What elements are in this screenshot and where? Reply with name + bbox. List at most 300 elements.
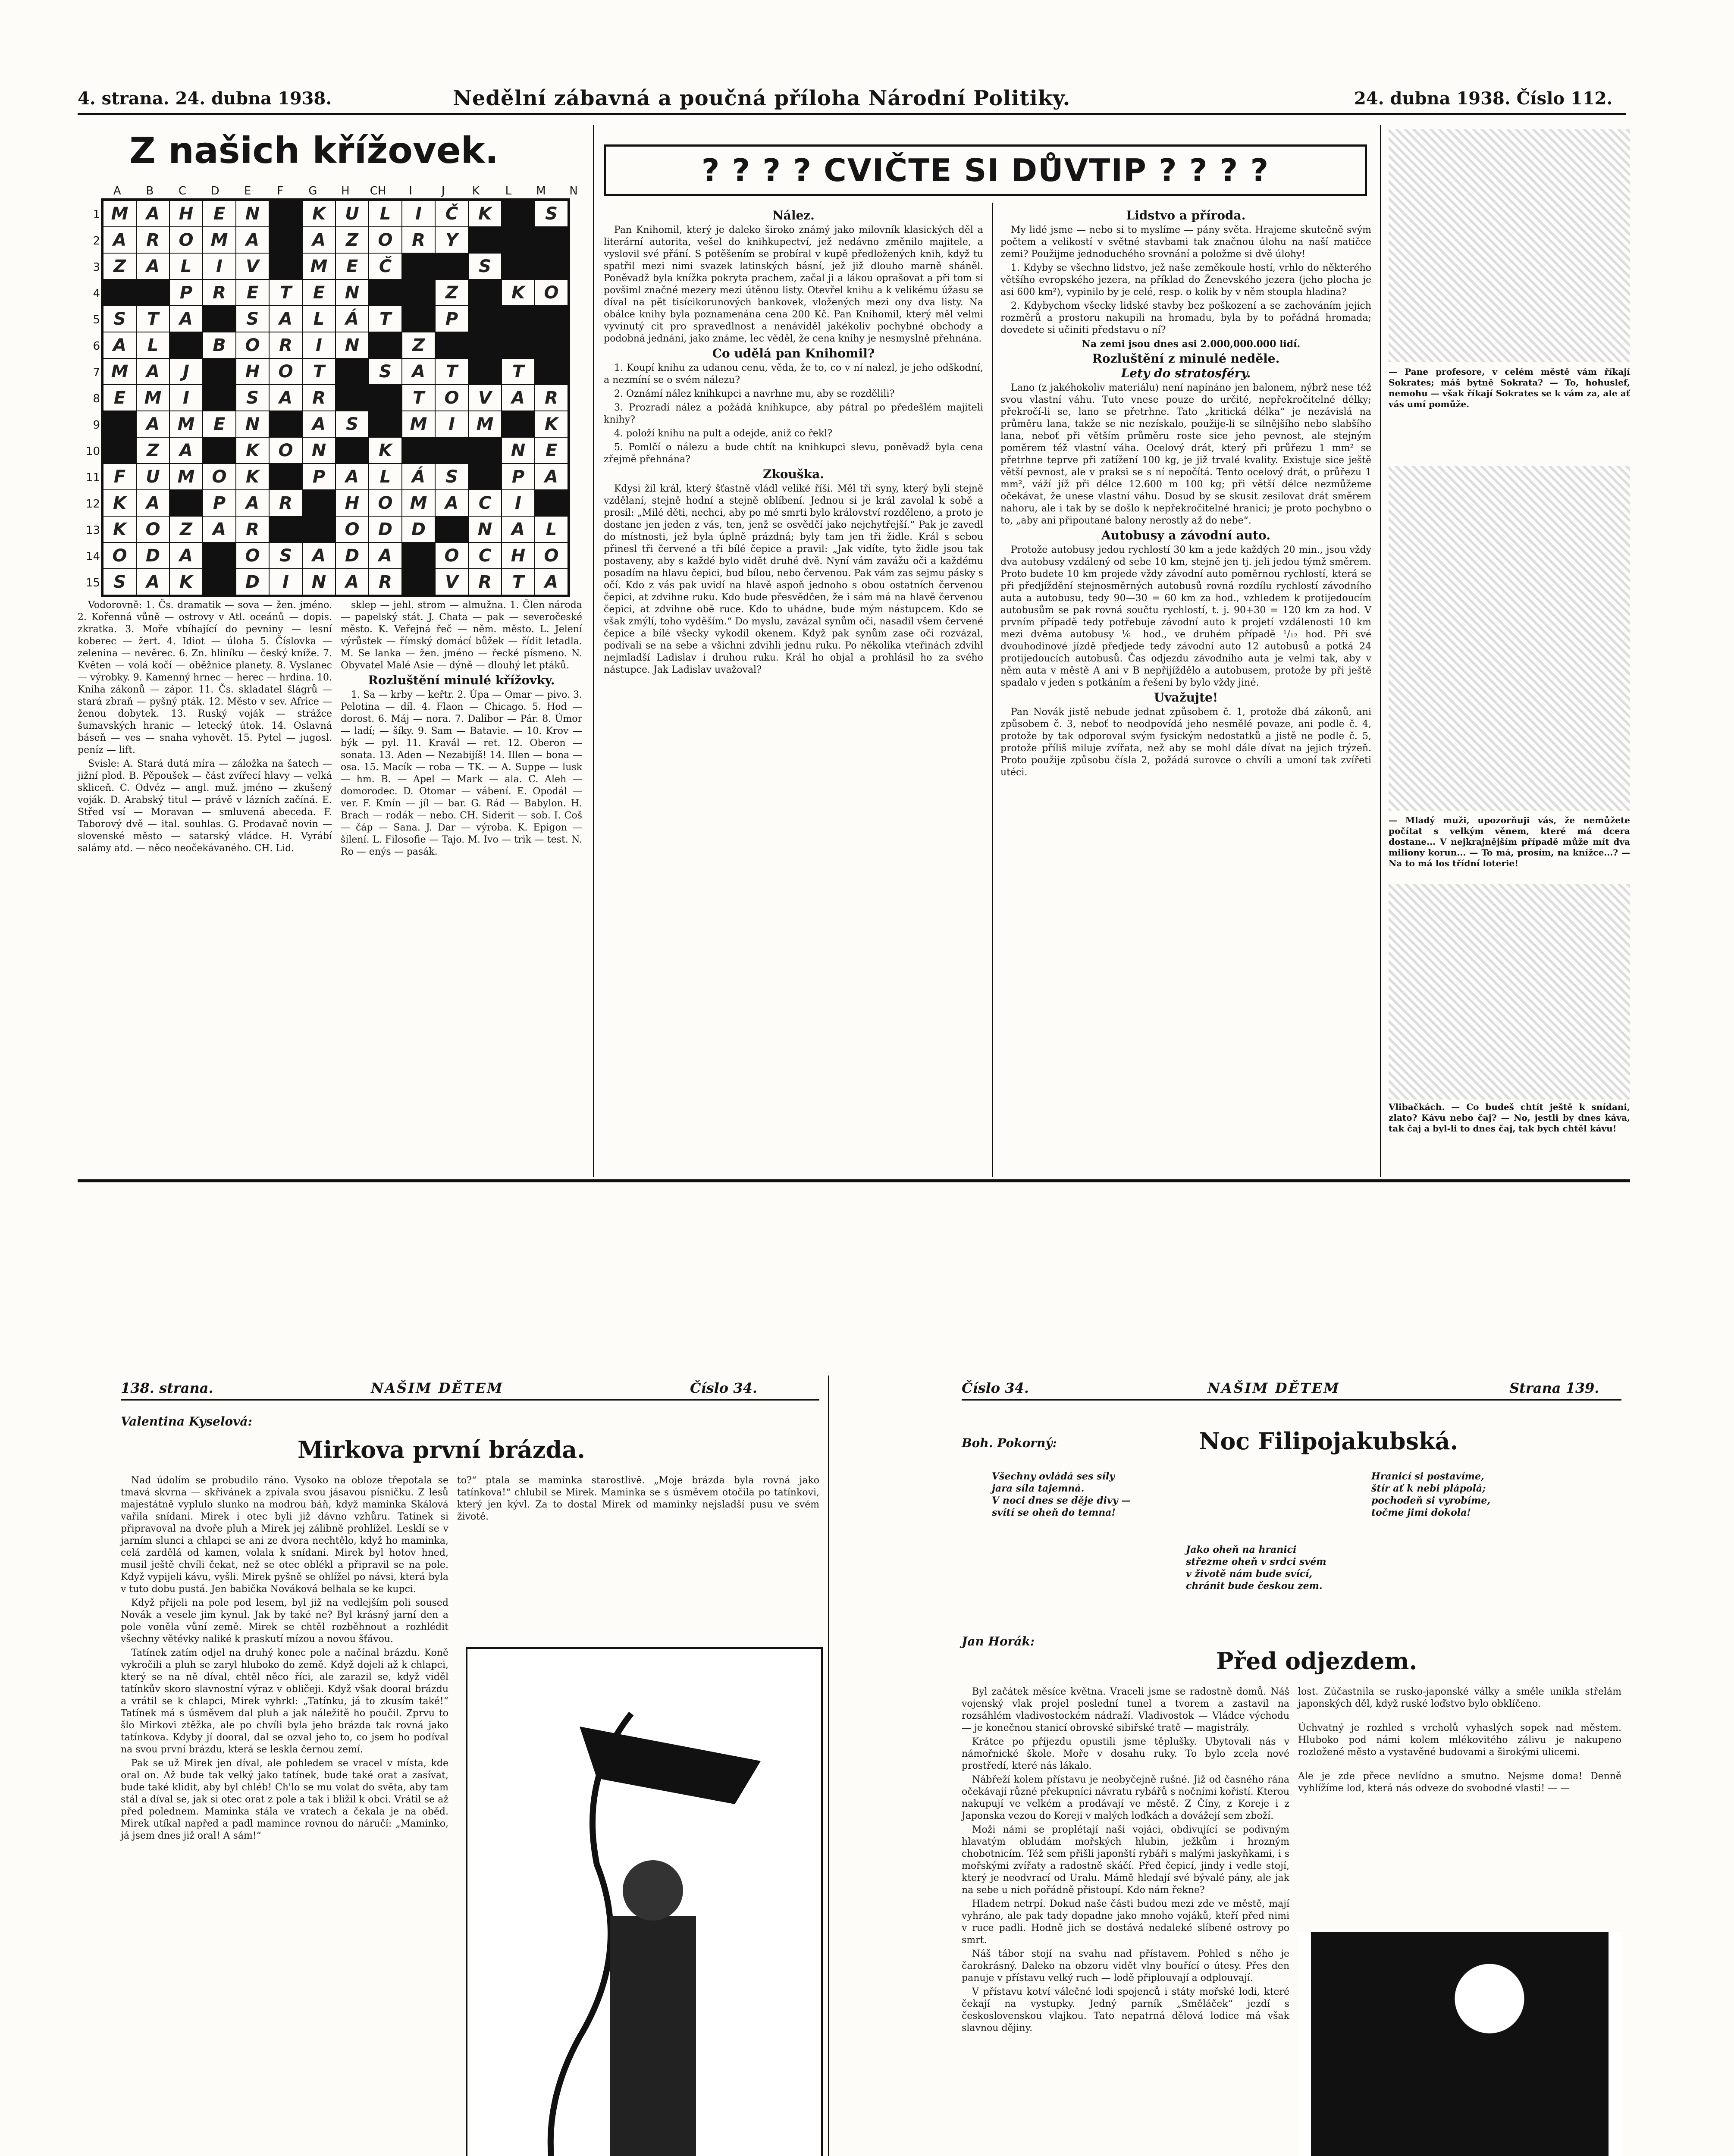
crossword-cell: A — [502, 385, 535, 411]
crossword-cell: N — [336, 279, 369, 306]
crossword-black-cell — [269, 201, 302, 227]
crossword-black-cell — [136, 279, 169, 306]
story-title: Před odjezdem. — [1216, 1647, 1417, 1675]
poem-title: Noc Filipojakubská. — [1199, 1427, 1458, 1455]
crossword-column-letter: I — [409, 185, 412, 197]
crossword-row — [103, 253, 568, 279]
crossword-cell: U — [336, 201, 369, 227]
crayfish-scene — [1311, 1932, 1609, 2156]
crossword-black-cell — [336, 437, 369, 464]
crossword-clues-vertical: Svisle: A. Stará dutá míra — záložka na šatech — jižní plod. B. Pěpoušek — část zvířecí hlavy — velká skliceň. C. Odvéz — angl. muž. jméno — zkušený voják. D. Arabský titul — právě v lázních začíná. E. Střed vsí — Moravan — smluvená abeceda. F. Taborový dvě — ital. souhlas. G. Prodavač novin — slovenské město — satarský vládce. H. Vyrábí salámy atd. — něco neočekávaného. CH. Lid. — [78, 758, 332, 854]
crossword-cell: M — [302, 253, 336, 279]
story-paragraph: Krátce po příjezdu opustili jsme těplušky. Ubytovali nás v námořnické škole. Moře v dosahu ruky. To bylo zcela nové prostředí, které nás lákalo. — [962, 1736, 1289, 1771]
crossword-black-cell — [269, 516, 302, 542]
crossword-cell: E — [203, 201, 236, 227]
lety-text: Lano (z jakéhokoliv materiálu) není napínáno jen balonem, nýbrž nese též svou vlastní váhu. Tuto vnese pouze do určité, nepřekročitelné délky; překročí-li se, lano se přetrhne. Tato „kritická délka“ je nezávislá na průměru lana, takže se nic nezískalo, použije-li se silnějšího nebo slabšího lana, neboť při větším průměru roste sice jeho pevnost, ale stejným poměrem též vlastní váha. Ocelový drát, který při průřezu 1 mm² se přetrhne teprve při zatížení 100 kg, je již trvalé kvality. Existuje sice ještě větší pevnost, ale v praksi se s ní nepočítá. Tento ocelový drát, o průřezu 1 mm², váží jíž při délce 12.600 m 100 kg; při větší délce nezmůžeme očekávat, že unese vlastní váhu. Dosud by se skusit zesilovat drát směrem nahoru, ale i tak by se došlo k nepřekročitelné hranici; je proto pochybno o to, „aby ani připoutané balony nerostly až do nebe“. — [1000, 382, 1371, 526]
crossword-cell: O — [203, 464, 236, 490]
cartoon-illustration-3 — [1389, 884, 1630, 1100]
crossword-row-number: 8 — [93, 392, 100, 405]
crossword-title: Z našich křížovek. — [129, 129, 499, 172]
crossword-solution-text: 1. Sa — krby — keřtr. 2. Úpa — Omar — pivo. 3. Pelotina — díl. 4. Flaon — Chicago. 5. Hod — dorost. 6. Máj — nora. 7. Dalibor — Pár. 8. Úmor — ladí; — šíky. 9. Sam — Batavie. — 10. Krov — býk — pyl. 11. Kravál — ret. 12. Oberon — sonata. 13. Aden — Nezabijíš! 14. Illen — bona — osa. 15. Macík — roba — TK. — A. Suppe — lusk — hm. B. — Apel — Mark — ala. C. Aleh — domorodec. D. Otomar — vábení. E. Opodál — ver. F. Kmín — jíl — bar. G. Rád — Babylon. H. Brach — rodák — nebo. CH. Siderit — sob. I. Coš — čáp — Sana. J. Dar — výroba. K. Epigon — šílení. L. Filosofie — Tajo. M. Ivo — trik — test. N. Ro — enýs — pasák. — [341, 689, 582, 857]
crossword-cell: B — [203, 332, 236, 358]
story-paragraph: Byl začátek měsíce května. Vraceli jsme se radostně domů. Náš vojenský vlak projel poslední tunel a tvorem a zastavil na rozsáhlém vladivostockém nádraží. Vladivostok — Vládce východu — je konečnou stanicí obrovské sibiřské tratě — magistrály. — [962, 1686, 1289, 1733]
crossword-row-number: 2 — [93, 235, 100, 248]
crossword-row — [103, 437, 568, 464]
crossword-cell: D — [336, 542, 369, 569]
crossword-black-cell — [502, 411, 535, 437]
crossword-column-letter: K — [472, 185, 480, 197]
crossword-black-cell — [269, 227, 302, 253]
crossword-cell: H — [336, 490, 369, 516]
crossword-cell: Č — [369, 253, 402, 279]
crossword-cell: N — [502, 437, 535, 464]
crossword-cell: R — [236, 516, 269, 542]
story-column-2: lost. Zúčastnila se rusko-japonské války a směle unikla střelám japonských děl, když ruské loďstvo bylo obklíčeno. Úchvatný je rozhled s vrcholů vyhaslých sopek nad městem. Hluboko pod námi kolem mlékovitého zálivu je nakupeno rozložené město a vystavěné budovami a širokými ulicemi. Ale je zde přece nevlídno a smutno. Nejsme doma! Denně vyhlížíme lod, která nás odveze do svobodné vlasti! — — — [1298, 1686, 1621, 1794]
crossword-cell: D — [369, 516, 402, 542]
crossword-black-cell — [502, 306, 535, 332]
crossword-black-cell — [535, 332, 568, 358]
crossword-row — [103, 306, 568, 332]
crossword-black-cell — [369, 279, 402, 306]
crossword-black-cell — [336, 385, 369, 411]
crossword-black-cell — [468, 358, 502, 385]
crossword-cell: O — [136, 516, 169, 542]
crossword-cell: O — [269, 358, 302, 385]
crossword-cell: A — [302, 542, 336, 569]
crossword-cell: T — [369, 306, 402, 332]
crossword-cell: N — [302, 437, 336, 464]
crossword-black-cell — [269, 464, 302, 490]
crossword-cell: Y — [435, 227, 468, 253]
crossword-cell: A — [203, 516, 236, 542]
crossword-row-number: 9 — [93, 419, 100, 432]
crossword-black-cell — [402, 306, 435, 332]
uvazujte-text: Pan Novák jistě nebude jednat způsobem č. 1, protože dbá zákonů, ani způsobem č. 3, neboť to neodpovídá jeho nesmělé povaze, ani podle č. 4, protože by tak odporoval svým fysickým nedostatků a jistě ne podle č. 5, protože příliš miluje zvířata, než aby se mohl dále dívat na jejich trýzeň. Proto použije způsobu čísla 2, požádá surovce o chvíli a umoní tak zvířeti utéci. — [1000, 707, 1371, 778]
crossword-black-cell — [302, 490, 336, 516]
crossword-cell: A — [103, 227, 136, 253]
crossword-cell: O — [103, 542, 136, 569]
crossword-cell: S — [103, 569, 136, 595]
crossword-row-number: 7 — [93, 366, 100, 379]
crossword-column-letter: M — [536, 185, 546, 197]
crossword-black-cell — [468, 464, 502, 490]
crossword-cell: S — [468, 253, 502, 279]
crossword-row — [103, 385, 568, 411]
crossword-solution-title: Rozluštění minulé křížovky. — [368, 673, 555, 687]
crossword-column-letter: N — [569, 185, 578, 197]
cvicte-banner — [604, 144, 1367, 196]
crossword-cell: I — [269, 569, 302, 595]
crossword-cell: L — [369, 201, 402, 227]
crossword-row-numbers — [85, 202, 100, 596]
crossword-cell: O — [369, 490, 402, 516]
crossword-cell: A — [136, 411, 169, 437]
crossword-cell: A — [402, 358, 435, 385]
crossword-cell: I — [169, 385, 203, 411]
crossword-cell: H — [236, 358, 269, 385]
crossword-cell: A — [136, 358, 169, 385]
crossword-cell: A — [136, 569, 169, 595]
crossword-cell: A — [535, 569, 568, 595]
crossword-black-cell — [502, 201, 535, 227]
left-story-title: Mirkova první brázda. — [298, 1436, 585, 1463]
crossword-cell: A — [336, 569, 369, 595]
co-item: 4. položí knihu na pult a odejde, aniž co řekl? — [614, 428, 833, 439]
poem-author: Boh. Pokorný: — [962, 1436, 1057, 1450]
crossword-cell: T — [136, 306, 169, 332]
story-paragraph: Moži námi se proplétají naši vojáci, obdivující se podivným hlavatým obludám mořských hlubin, ježkům i hrozným chobotnicím. Též sem přišli japonští rybáři s malými jaskyňkami, i s mořskými zvířaty a radostně skáčí. Před čepicí, jindy i vedle stojí, který je neodvrací od Uralu. Mámě hledají své bývalé pány, ale jak na sebe u nich pořádně přistoupí. Kdo nám řekne? — [962, 1824, 1289, 1896]
crossword-cell: O — [236, 542, 269, 569]
crossword-black-cell — [435, 516, 468, 542]
crossword-black-cell — [468, 227, 502, 253]
crossword-cell: A — [269, 385, 302, 411]
crossword-cell: I — [203, 253, 236, 279]
crossword-row — [103, 411, 568, 437]
left-story-continued: to?“ ptala se maminka starostlivě. „Moje brázda byla rovná jako tatínkova!“ chlubil se Mirek. Maminka se s úsměvem otočila po tatínkovi, který jen kývl. Za to dostal Mirek od maminky nejsladší pusu ve svém životě. — [457, 1475, 819, 1522]
zkouska-title: Zkouška. — [763, 467, 824, 481]
crossword-cell: A — [336, 464, 369, 490]
crossword-cell: E — [535, 437, 568, 464]
lidstvo-text: My lidé jsme — nebo si to myslíme — pány světa. Hrajeme skutečně svým počtem a velikostí v světné stavbami tak značnou úlohu na naší matičce zemi? Použijme jednoduchého srovnání a položme si dvě úlohy! — [1000, 225, 1371, 260]
crossword-cell: R — [468, 569, 502, 595]
crossword-cell: R — [203, 279, 236, 306]
crossword-row — [103, 227, 568, 253]
left-page-header-rule — [121, 1399, 819, 1401]
crossword-cell: O — [435, 385, 468, 411]
crossword-black-cell — [402, 437, 435, 464]
crossword-cell: L — [369, 464, 402, 490]
crossword-cell: Z — [402, 332, 435, 358]
crossword-row — [103, 201, 568, 227]
crossword-grid — [101, 198, 570, 597]
crossword-black-cell — [103, 411, 136, 437]
crossword-black-cell — [103, 437, 136, 464]
right-page-header-left: Číslo 34. — [962, 1380, 1029, 1396]
crossword-row-number: 6 — [93, 340, 100, 353]
crossword-cell: A — [136, 490, 169, 516]
crossword-cell: I — [502, 490, 535, 516]
crossword-cell: T — [435, 358, 468, 385]
crossword-black-cell — [369, 332, 402, 358]
crossword-cell: E — [236, 279, 269, 306]
story-column-1 — [962, 1686, 1289, 2036]
crossword-column-letter: B — [146, 185, 154, 197]
crossword-cell: S — [236, 306, 269, 332]
crossword-cell: L — [169, 253, 203, 279]
lidstvo-note: Na zemi jsou dnes asi 2.000,000.000 lidí. — [1082, 338, 1301, 350]
right-page-header-right: Strana 139. — [1509, 1380, 1599, 1396]
co-item: 5. Pomlčí o nálezu a bude chtít na knihkupci slevu, poněvadž byla cena zřejmě přehnána? — [604, 442, 983, 465]
crossword-clues-right — [341, 599, 582, 860]
cartoon-illustration-1 — [1389, 129, 1630, 362]
co-udela-title: Co udělá pan Knihomil? — [712, 346, 875, 360]
left-story-paragraph: Nad údolím se probudilo ráno. Vysoko na obloze třepotala se tmavá skvrna — skřivánek a zpívala svou jásavou písničku. Z lesů majestátně vyplulo slunko na modrou báň, když maminka Skálová vařila snídani. Mirek i otec byli již dávno vzhůru. Tatínek si připravoval na dvoře pluh a Mirek jej zálibně prohlížel. Lesklí se v jarním slunci a chlapci se ani ze dvora nechtělo, když ho maminka, celá zardělá od kamen, volala k snídani. Mirek byl hotov hned, musil ještě chvíli čekat, než se otec oblékl a připravil se na pole. Když vypijeli kávu, vyšli. Mirek pyšně se ohlížel po návsi, která byla v tuto dobu pustá. Jen babička Nováková belhala se ke kupci. — [121, 1475, 448, 1595]
crossword-cell: M — [468, 411, 502, 437]
cartoon-caption-1: — Pane profesore, v celém městě vám říkají Sokrates; máš bytně Sokrata? — To, hohuslef, nemohu — však říkají Sokrates se k vám za, ale ať vás umí pomůže. — [1389, 367, 1630, 409]
crossword-cell: O — [336, 516, 369, 542]
lety-title: Lety do stratosféry. — [1121, 366, 1251, 380]
crossword-cell: I — [402, 201, 435, 227]
crossword-cell: J — [169, 358, 203, 385]
crossword-cell: T — [502, 358, 535, 385]
crossword-row — [103, 542, 568, 569]
crossword-cell: K — [236, 437, 269, 464]
crossword-cell: N — [302, 569, 336, 595]
crossword-cell: A — [302, 227, 336, 253]
crossword-row-number: 10 — [85, 445, 100, 458]
crossword-cell: Á — [402, 464, 435, 490]
crossword-black-cell — [435, 332, 468, 358]
crossword-cell: S — [435, 464, 468, 490]
lidstvo-title: Lidstvo a příroda. — [1126, 208, 1246, 222]
crossword-cell: K — [169, 569, 203, 595]
crossword-cell: N — [468, 516, 502, 542]
crossword-clues-horizontal: Vodorovně: 1. Čs. dramatik — sova — žen. jméno. 2. Kořenná vůně — ostrovy v Atl. oceánů — dopis. zkratka. 3. Moře vbíhající do pevniny — lesní koberec — žert. 4. Idiot — úloha 5. Číslovka — zelenina — nevěrec. 6. Zn. hliníku — český kníže. 7. Květen — volá kočí — oběžnice planety. 8. Vyslanec — výrobky. 9. Kamenný hrnec — herec — hrdina. 10. Kniha zákonů — zápor. 11. Čs. skladatel šlágrů — stará zbraň — pyšný pták. 12. Město v sev. Africe — ženou dobytek. 13. Ruský voják — strážce šumavských hranic — letecký útok. 14. Oslavná báseň — ves — snaha vyhovět. 15. Pytel — jugosl. peníz — lift. — [78, 600, 332, 755]
crossword-cell: E — [336, 253, 369, 279]
st-george-drawing — [467, 1649, 821, 2156]
crossword-cell: V — [435, 569, 468, 595]
crossword-cell: A — [136, 253, 169, 279]
crossword-cell: A — [435, 490, 468, 516]
crossword-black-cell — [203, 569, 236, 595]
crossword-cell: R — [402, 227, 435, 253]
crossword-cell: K — [302, 201, 336, 227]
crossword-black-cell — [203, 385, 236, 411]
crossword-cell: T — [269, 279, 302, 306]
crossword-cell: A — [502, 516, 535, 542]
left-page-header-right: Číslo 34. — [690, 1380, 757, 1396]
crossword-cell: A — [302, 411, 336, 437]
crossword-cell: E — [302, 279, 336, 306]
crossword-cell: H — [502, 542, 535, 569]
crossword-cell: M — [402, 411, 435, 437]
crossword-black-cell — [535, 358, 568, 385]
crossword-cell: K — [369, 437, 402, 464]
uvazujte-title: Uvažujte! — [1154, 690, 1218, 705]
crossword-row — [103, 464, 568, 490]
crossword-cell: P — [203, 490, 236, 516]
crossword-black-cell — [535, 490, 568, 516]
crossword-row — [103, 332, 568, 358]
crossword-cell: K — [103, 490, 136, 516]
top-header-rule — [78, 113, 1626, 115]
right-page-header-center: NAŠIM DĚTEM — [1207, 1380, 1340, 1396]
crossword-black-cell — [269, 253, 302, 279]
crossword-cell: Z — [336, 227, 369, 253]
crossword-black-cell — [468, 332, 502, 358]
lidstvo-item: 2. Kdybychom všecky lidské stavby bez poškození a se zachováním jejich rozměrů a prostoru nakupili na hromadu, byla by to pořádná hromada; dovedete si učiniti představu o ní? — [1000, 301, 1371, 335]
crossword-column-letter: E — [244, 185, 251, 197]
crossword-cell: K — [468, 201, 502, 227]
crossword-cell: P — [302, 464, 336, 490]
crossword-cell: A — [169, 437, 203, 464]
crossword-cell: T — [402, 385, 435, 411]
crossword-cell: O — [535, 542, 568, 569]
auto-text: Protože autobusy jedou rychlostí 30 km a jede každých 20 min., jsou vždy dva autobusy vzdálený od sebe 10 km, stejně jen tj. jeli jedou týmž směrem. Proto budete 10 km projede vždy závodní auto poměrnou rychlostí, která se při předjíždění stejnosměrných autobusů rovná rozdílu rychlostí závodního auta a autobusu, tedy 90—30 = 60 km za hod., vzhledem k protijedoucím autobusům se pak rovná součtu rychlostí, t. j. 90+30 = 120 km za hod. V prvním případě tedy potřebuje závodní auto k projetí vzdálenosti 10 km mezi dvěma autobusy ⅙ hod., ve druhém případě ¹/₁₂ hod. Při své dvouhodinové jízdě předjede tedy závodní auto 12 autobusů a potká 24 protijedoucích autobusů. Čas odjezdu závodního auta je velmi tak, aby v něm auta v městě A ani v B nepřijíždělo a autobusem, protože by při ještě spadalo v jeden s potkáním a řešení by bylo vždy jiné. — [1000, 545, 1371, 688]
crossword-black-cell — [535, 253, 568, 279]
crossword-cell: K — [502, 279, 535, 306]
crossword-cell: H — [169, 201, 203, 227]
co-item: 3. Prozradí nález a požádá knihkupce, aby pátral po předešlém majiteli knihy? — [604, 402, 983, 425]
crossword-cell: A — [136, 201, 169, 227]
crossword-black-cell — [203, 542, 236, 569]
crossword-cell: A — [535, 464, 568, 490]
crossword-row — [103, 516, 568, 542]
crossword-cell: R — [136, 227, 169, 253]
crossword-black-cell — [402, 542, 435, 569]
crossword-row-number: 14 — [85, 550, 100, 563]
page-fold-rule — [828, 1376, 829, 2156]
crossword-column-letter: H — [341, 185, 350, 197]
story-paragraph: Nábřeží kolem přístavu je neobyčejně rušné. Již od časného rána očekávají různé překupníci návratu rybářů s nočními kořistí. Kterou nakupují ve velkém a prodávají ve městě. Z Číny, z Koreje i z Japonska vezou do Koreji v malých loďkách a dovážejí sem zboží. — [962, 1774, 1289, 1821]
crossword-row — [103, 569, 568, 595]
crossword-row-number: 12 — [85, 498, 100, 511]
story-paragraph: V přístavu kotví válečné lodi spojenců i státy mořské lodi, které čekají na vystupky. Jedný parník „Směláček“ jezdí s československou vlajkou. Tato nepatrná dělová lodice má však slavnou dějiny. — [962, 1987, 1289, 2034]
crossword-black-cell — [103, 279, 136, 306]
co-item: 1. Koupí knihu za udanou cenu, věda, že to, co v ní nalezl, je jeho odškodní, a nezmíní se o svém nálezu? — [604, 363, 983, 385]
crossword-cell: Á — [336, 306, 369, 332]
crossword-cell: S — [103, 306, 136, 332]
crossword-cell: V — [236, 253, 269, 279]
crossword-black-cell — [535, 227, 568, 253]
crossword-black-cell — [169, 490, 203, 516]
nalez-title: Nález. — [772, 208, 815, 222]
crossword-cell: S — [535, 201, 568, 227]
crossword-black-cell — [302, 516, 336, 542]
crossword-column-letters — [101, 185, 590, 197]
column-divider-1 — [593, 125, 594, 1177]
crossword-black-cell — [468, 306, 502, 332]
cvicte-column-1 — [604, 207, 983, 678]
crossword-cell: L — [136, 332, 169, 358]
crossword-cell: D — [136, 542, 169, 569]
crossword-black-cell — [502, 332, 535, 358]
crossword-column-letter: A — [113, 185, 121, 197]
left-page-header-center: NAŠIM DĚTEM — [371, 1380, 504, 1396]
crossword-cell: E — [203, 411, 236, 437]
story-paragraph: Náš tábor stojí na svahu nad přístavem. Pohled s něho je čarokrásný. Daleko na obzoru vidět vlny bouřící o útesy. Přes den panuje v přístavu velký ruch — lodě připlouvají a odplouvají. — [962, 1949, 1289, 1984]
crossword-cell: V — [468, 385, 502, 411]
poem-verse-2: Hranicí si postavíme, štír ať k nebi plápolá; pochodeň si vyrobíme, točme jimi dokola! — [1371, 1471, 1491, 1518]
crossword-cell: T — [502, 569, 535, 595]
crossword-black-cell — [402, 253, 435, 279]
crossword-black-cell — [336, 358, 369, 385]
crossword-cell: A — [236, 227, 269, 253]
crossword-cell: A — [169, 542, 203, 569]
crossword-black-cell — [369, 385, 402, 411]
crossword-row — [103, 490, 568, 516]
mid-page-rule — [78, 1179, 1630, 1182]
crossword-cell: O — [236, 332, 269, 358]
crossword-column-letter: D — [210, 185, 219, 197]
crossword-black-cell — [502, 253, 535, 279]
crossword-cell: L — [302, 306, 336, 332]
co-item: 2. Oznámí nález knihkupci a navrhne mu, aby se rozdělili? — [614, 389, 895, 399]
crossword-cell: O — [435, 542, 468, 569]
crossword-black-cell — [203, 306, 236, 332]
nalez-text: Pan Knihomil, který je daleko široko známý jako milovník klasických děl a literární autorita, vešel do knihkupectví, jež nedávno změnilo majitele, a vyslovil své přání. S potěšením se probíral v kupě předložených knih, když tu spatřil mezi nimi svazek latinských básní, jež již dlouho marně sháněl. Poněvadž byla knížka pokryta prachem, začal ji a lákou oprašovat a při tom si povšiml značné mezery mezi útěnou listy. Otevřel knihu a k velikému úžasu se díval na pět tisícikorunových bankovek, vložených mezi ony dva listy. Na obálce knihy byla poznamenána cena 200 Kč. Pan Knihomil, který měl velmi vyvinutý cit pro spravedlnost a nenáviděl jakékoliv pochybné obchody a podobná jednání, jako známe, lec věděl, že cena knihy je nesmyslně přehnána. — [604, 225, 983, 344]
crossword-clues-left — [78, 599, 332, 856]
crossword-column-letter: F — [277, 185, 284, 197]
crossword-black-cell — [203, 358, 236, 385]
crossword-cell: O — [369, 227, 402, 253]
crossword-cell: O — [269, 437, 302, 464]
crossword-cell: P — [502, 464, 535, 490]
story-author: Jan Horák: — [962, 1634, 1035, 1648]
left-story-paragraph: Pak se už Mirek jen díval, ale pohledem se vracel v místa, kde oral on. Až bude tak velký jako tatínek, bude také orat a zasívat, bude také klidit, aby byl chléb! Ch'lo se mu volat do světa, aby tam stál a díval se, jak si otec orat z pole a tak i bližil k obci. Vrátil se až před polednem. Maminka stála ve vratech a čekala je na oběd. Mirek utíkal napřed a padl mamince rovnou do náručí: „Maminko, já jsem dnes již oral! A sám!“ — [121, 1758, 448, 1841]
crossword-cell: D — [402, 516, 435, 542]
crossword-cell: Z — [169, 516, 203, 542]
story-paragraph: Hladem netrpí. Dokud naše části budou mezi zde ve městě, mají vyhráno, ale pak tady dopadne jako mnoho vojáků, kteří před nimi v ruce padli. Hodně jich se dostává nedaleké slíbené ostrovy po smrt. — [962, 1899, 1289, 1946]
crossword-black-cell — [468, 279, 502, 306]
crossword-cell: S — [369, 358, 402, 385]
crossword-cell: P — [435, 306, 468, 332]
crossword-cell: A — [269, 306, 302, 332]
crossword-cell: O — [169, 227, 203, 253]
crossword-cell: A — [369, 542, 402, 569]
crossword-cell: M — [169, 464, 203, 490]
crossword-black-cell — [169, 332, 203, 358]
crossword-column-letter: L — [505, 185, 512, 197]
crossword-cell: R — [302, 385, 336, 411]
crossword-cell: U — [136, 464, 169, 490]
crossword-black-cell — [402, 279, 435, 306]
crossword-column-letter: J — [441, 185, 445, 197]
crossword-cell: L — [535, 516, 568, 542]
poem-verse-1: Všechny ovládá ses síly jara síla tajemná. V noci dnes se děje divy — svítí se oheň do temna! — [992, 1471, 1131, 1518]
crossword-black-cell — [203, 437, 236, 464]
crossword-row — [103, 358, 568, 385]
crossword-row-number: 1 — [93, 208, 100, 221]
top-header-right: 24. dubna 1938. Číslo 112. — [1354, 88, 1613, 109]
crossword-cell: R — [269, 332, 302, 358]
cartoon-illustration-2 — [1389, 466, 1630, 811]
crossword-row-number: 5 — [93, 313, 100, 326]
cvicte-column-2 — [1000, 207, 1371, 780]
crossword-cell: R — [535, 385, 568, 411]
crossword-cell: I — [435, 411, 468, 437]
zkouska-text: Kdysi žil král, který šťastně vládl veliké říši. Měl tři syny, který byli stejně vzdělaní, stejně hodní a stejně oblíbení. Jednou si je král zavolal k sobě a prosil: „Milé děti, nechci, aby po mé smrti bylo království rozděleno, a proto je dostane jen jeden z vás, ten, jenž se osvědčí jako nejchytřejší.“ Pak je zavedl do místnosti, jež byla úplně prázdná; byly tam jen tři židle. Král s sebou přinesl tři červené a tři bílé čepice a pravil: „Jak vidíte, tyto židle jsou tak postaveny, aby s každé bylo vidět druhé dvě. Nyní vám zavážu oči a každému posadím na hlavu čepici, bud bílou, nebo červenou. Pak vám zas sejmu pásky s očí. Kdo z vás pak uvidí na hlavě aspoň jednoho s obou ostatních červenou čepici, at zdvihne ruku. Kdo bude přesvědčen, že i sám má na hlavě červenou čepici, at zdvihne obě ruce. Kdo to uhádne, bude mým nástupcem. Kdo se však zmýlí, toho vyděším.“ Do myslu, zavázal synům oči, nasadil všem červené čepice a bílé všecky vykodil okenem. Když pak synům zase oči rozvázal, podívali se na sebe a všichni zdvihli jednu ruku. Po několika vteřinách zdvihl nejmladší Ladislav i druhou ruku. Král ho objal a prohlásil ho za svého nástupce. Jak Ladislav uvažoval? — [604, 483, 983, 675]
lidstvo-item: 1. Kdyby se všechno lidstvo, jež naše zeměkoule hostí, vrhlo do některého většího evropského jezera, na příklad do Ženevského jezera (jeho plocha je asi 600 km²), vypinilo by je celé, resp. o kolik by v něm stoupla hladina? — [1000, 263, 1371, 298]
crossword-column-letter: G — [308, 185, 317, 197]
crossword-cell: S — [236, 385, 269, 411]
crossword-cell: Z — [103, 253, 136, 279]
crossword-cell: R — [269, 490, 302, 516]
crossword-cell: M — [103, 358, 136, 385]
crossword-cell: E — [103, 385, 136, 411]
crossword-black-cell — [502, 227, 535, 253]
crossword-clues-continued: sklep — jehl. strom — almužna. 1. Člen národa — papelský stát. J. Chata — pak — severočeské město. K. Veřejná řeč — něm. město. L. Jelení výrůstek — římský domácí bůžek — řídit letadla. M. Se lanka — žen. jméno — řecké písmeno. N. Obyvatel Malé Asie — dýně — dlouhý let ptáků. — [341, 600, 582, 671]
crossword-cell: N — [236, 201, 269, 227]
crossword-cell: K — [535, 411, 568, 437]
crossword-row — [103, 279, 568, 306]
crossword-cell: S — [269, 542, 302, 569]
crossword-row-number: 4 — [93, 287, 100, 300]
auto-title: Autobusy a závodní auto. — [1101, 528, 1270, 542]
crossword-row-number: 15 — [85, 577, 100, 589]
poem-verse-3: Jako oheň na hranici střezme oheň v srdci svém v životě nám bude svící, chránit bude českou zem. — [1186, 1544, 1326, 1592]
crossword-cell: Č — [435, 201, 468, 227]
crossword-cell: O — [535, 279, 568, 306]
crossword-cell: Z — [435, 279, 468, 306]
left-page-header-left: 138. strana. — [121, 1380, 213, 1396]
crossword-cell: A — [236, 490, 269, 516]
crossword-cell: S — [336, 411, 369, 437]
crossword-cell: M — [203, 227, 236, 253]
column-divider-3 — [1380, 125, 1381, 1177]
crossword-black-cell — [435, 253, 468, 279]
cvicte-banner-text: ? ? ? ? CVIČTE SI DŮVTIP ? ? ? ? — [701, 152, 1270, 188]
